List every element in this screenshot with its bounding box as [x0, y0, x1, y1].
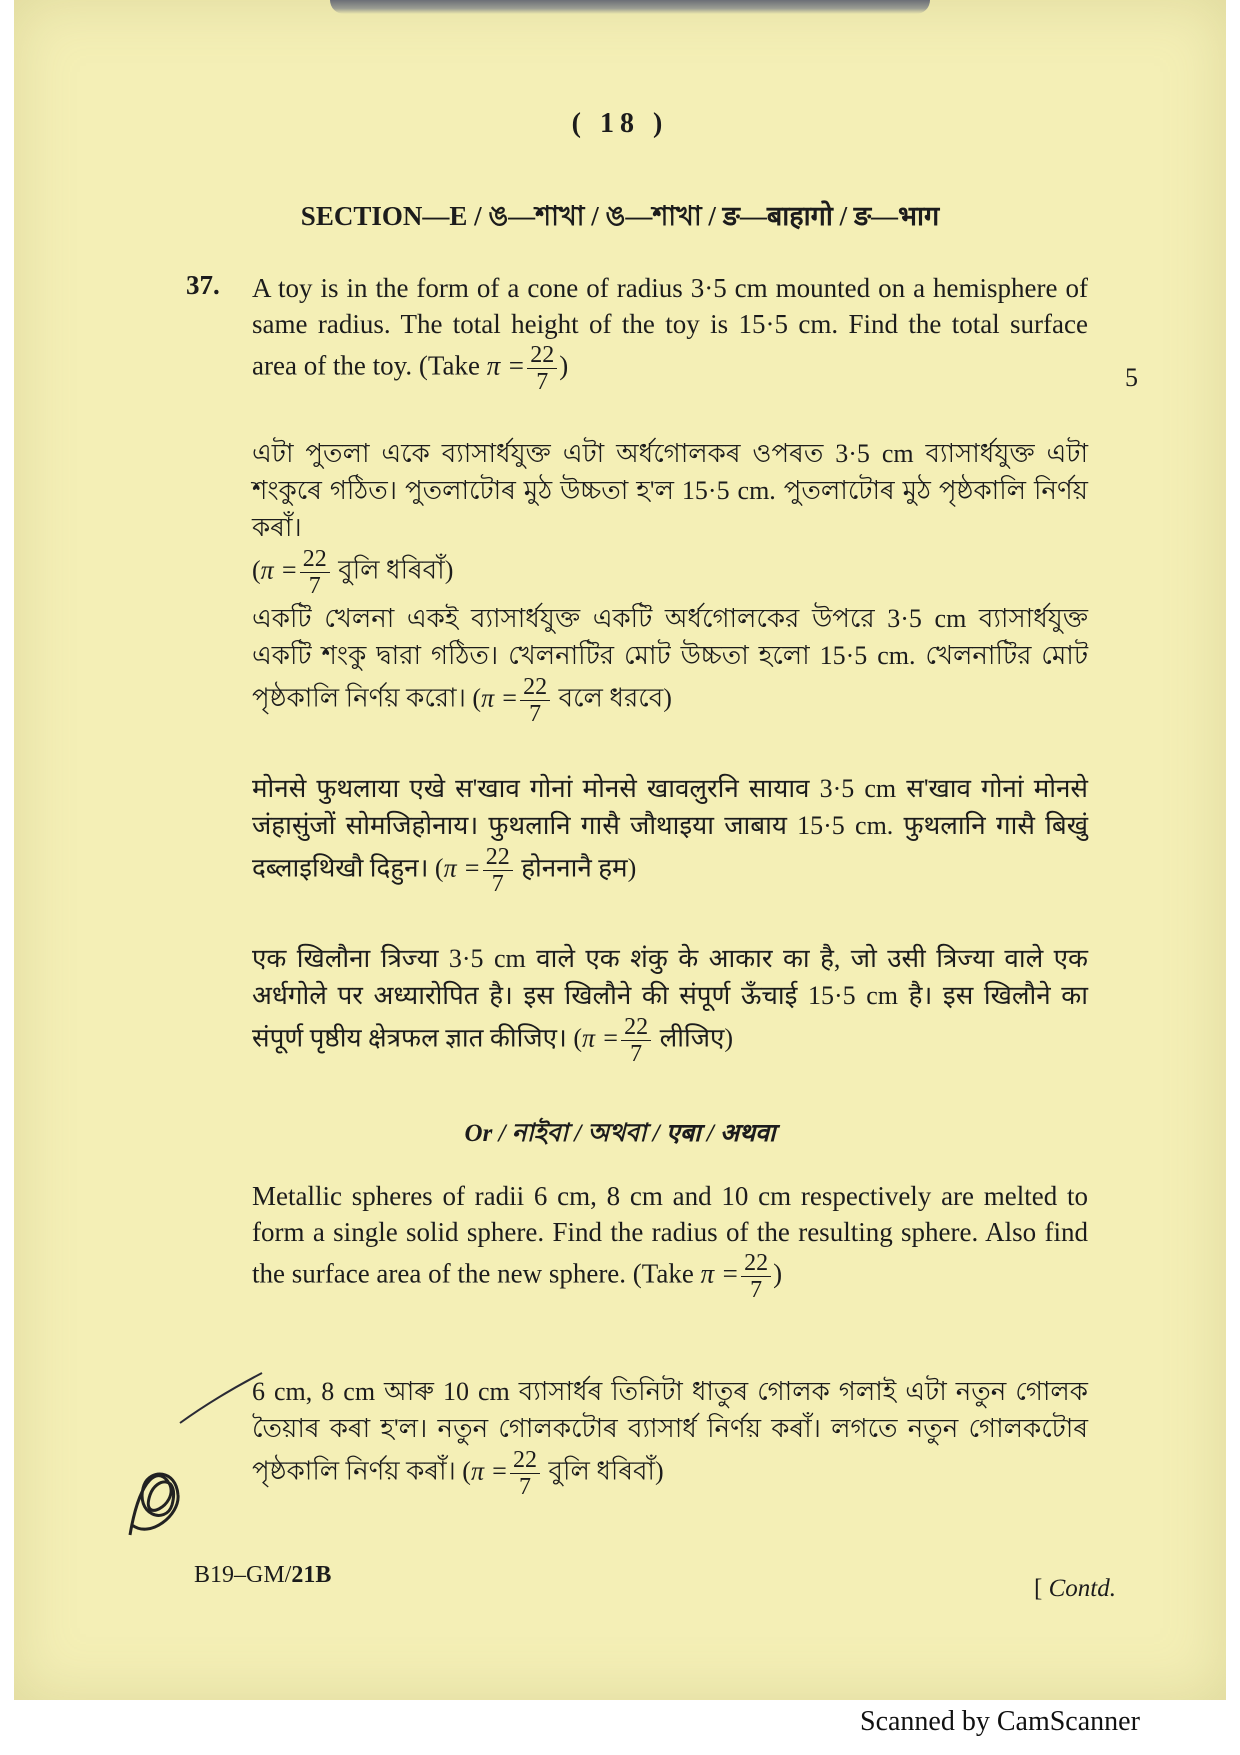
fraction-denominator: 7	[536, 369, 549, 395]
paper-code-prefix: B19–GM/	[194, 1562, 292, 1588]
question-hindi-tail: लीजिए)	[659, 1023, 734, 1053]
fraction-numerator: 22	[621, 1014, 651, 1041]
question-bengali	[252, 600, 1088, 727]
fraction	[510, 1447, 540, 1500]
alternative-assamese-text: 6 cm, 8 cm আৰু 10 cm ব্যাসাৰ্ধৰ তিনিটা ধাতুৰ গোলক গলাই এটা নতুন গোলক তৈয়াৰ কৰা হ'ল। নতুন গোলকটোৰ ব্যাসাৰ্ধ নিৰ্ণয় কৰাঁ। লগতে নতুন গোলকটোৰ পৃষ্ঠকালি নিৰ্ণয় কৰাঁ। (	[252, 1377, 1088, 1486]
fraction-numerator: 22	[510, 1447, 540, 1474]
section-heading: SECTION—E / ঙ—শাখা / ঙ—শাখা / ङ—बाहागो / ङ—भाग	[300, 201, 940, 231]
scanner-watermark: Scanned by CamScanner	[860, 1706, 1140, 1737]
question-hindi	[252, 940, 1088, 1067]
page-number: ( 18 )	[571, 108, 669, 139]
pi-symbol: π =	[443, 853, 481, 883]
question-bengali-text: একটি খেলনা একই ব্যাসার্ধযুক্ত একটি অর্ধগোলকের উপরে 3·5 cm ব্যাসার্ধযুক্ত একটি শংকু দ্বারা গঠিত। খেলনাটির মোট উচ্চতা হলো 15·5 cm. খেলনাটির মোট পৃষ্ঠকালি নির্ণয় করো। (	[252, 604, 1088, 713]
fraction-denominator: 7	[529, 701, 542, 727]
fraction-numerator: 22	[520, 674, 550, 701]
fraction	[621, 1014, 651, 1067]
question-bodo-tail: होननानै हम)	[521, 853, 637, 883]
pi-symbol: π =	[582, 1023, 620, 1053]
paper-code-bold: 21B	[291, 1562, 332, 1588]
pi-symbol: π =	[700, 1258, 740, 1289]
fraction	[527, 342, 557, 395]
question-english-text: A toy is in the form of a cone of radius 3·5 cm mounted on a hemisphere of same radius. The total height of the toy is 15·5 cm. Find the total surface area of the toy. (Take	[252, 273, 1088, 381]
alternative-assamese	[252, 1373, 1088, 1500]
paper-code	[194, 1562, 331, 1589]
fraction-numerator: 22	[741, 1250, 771, 1277]
question-assamese-text: এটা পুতলা একে ব্যাসাৰ্ধযুক্ত এটা অৰ্ধগোলকৰ ওপৰত 3·5 cm ব্যাসাৰ্ধযুক্ত এটা শংকুৰে গঠিত। পুতলাটোৰ মুঠ উচ্চতা হ'ল 15·5 cm. পুতলাটোৰ মুঠ পৃষ্ঠকালি নিৰ্ণয় কৰাঁ।	[252, 439, 1088, 542]
alternative-english	[252, 1178, 1088, 1303]
open-paren: (	[252, 555, 261, 585]
alternative-english-tail: )	[773, 1258, 783, 1289]
contd-bracket: [	[1034, 1575, 1043, 1602]
fraction-numerator: 22	[483, 844, 513, 871]
fraction	[300, 546, 330, 599]
question-assamese	[252, 435, 1088, 599]
fraction-denominator: 7	[308, 573, 321, 599]
question-number: 37.	[186, 270, 220, 300]
pi-symbol: π =	[470, 1456, 509, 1486]
question-hindi-text: एक खिलौना त्रिज्या 3·5 cm वाले एक शंकु के आकार का है, जो उसी त्रिज्या वाले एक अर्धगोले पर अध्यारोपित है। इस खिलौने की संपूर्ण ऊँचाई 15·5 cm है। इस खिलौने का संपूर्ण पृष्ठीय क्षेत्रफल ज्ञात कीजिए। (	[252, 944, 1088, 1053]
question-bodo-text: मोनसे फुथलाया एखे स'खाव गोनां मोनसे खावलुरनि सायाव 3·5 cm स'खाव गोनां मोनसे जंहासुंजों सोमजिहोनाय। फुथलानि गासै जौथाइया जाबाय 15·5 cm. फुथलानि गासै बिखुं दब्लाइथिखौ दिहुन। (	[252, 774, 1088, 883]
fraction-denominator: 7	[630, 1041, 643, 1067]
fraction	[483, 844, 513, 897]
alternative-assamese-tail: বুলি ধৰিবাঁ)	[548, 1456, 664, 1486]
fraction-numerator: 22	[300, 546, 330, 573]
fraction-denominator: 7	[519, 1474, 532, 1500]
pi-symbol: π =	[486, 350, 526, 381]
fraction	[520, 674, 550, 727]
question-bengali-tail: বলে ধরবে)	[558, 683, 672, 713]
alternative-english-text: Metallic spheres of radii 6 cm, 8 cm and 10 cm respectively are melted to form a single solid sphere. Find the radius of the resulting sphere. Also find the surface area of the new sphere. (Take	[252, 1181, 1088, 1289]
fraction	[741, 1250, 771, 1303]
question-bodo	[252, 770, 1088, 897]
question-marks: 5	[1125, 363, 1138, 392]
pi-symbol: π =	[260, 555, 298, 585]
fraction-denominator: 7	[750, 1277, 763, 1303]
fraction-numerator: 22	[527, 342, 557, 369]
fraction-denominator: 7	[491, 871, 504, 897]
contd-text: Contd.	[1048, 1575, 1116, 1602]
pen-scribble-mark	[120, 1455, 190, 1545]
question-assamese-tail: বুলি ধৰিবাঁ)	[338, 555, 454, 585]
or-divider: Or / নাইবা / অথবা / एबा / अथवा	[464, 1120, 776, 1147]
question-english-tail: )	[559, 350, 569, 381]
continued-label	[1034, 1575, 1116, 1603]
question-english	[252, 270, 1088, 395]
pi-symbol: π =	[481, 683, 519, 713]
scan-shadow	[330, 0, 930, 14]
pen-stroke-mark	[176, 1367, 266, 1427]
